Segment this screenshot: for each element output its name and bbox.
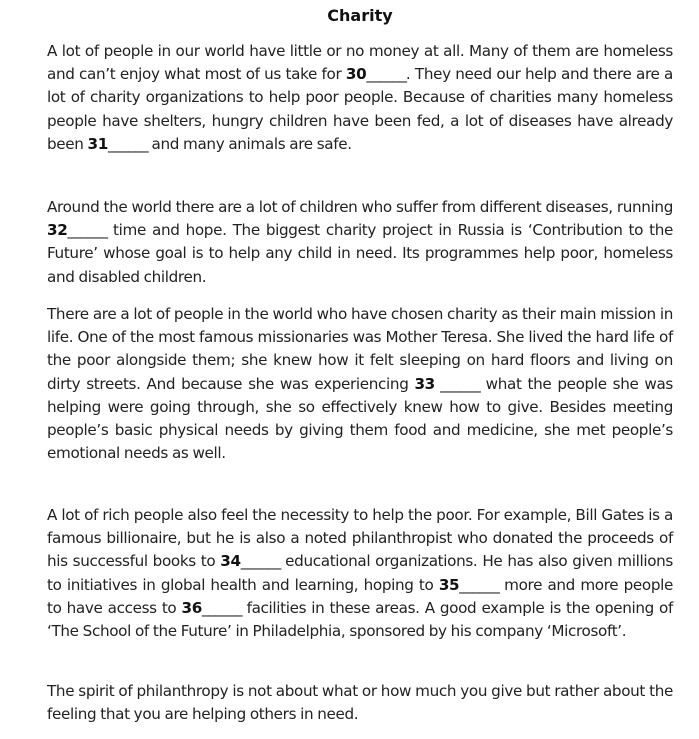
gap-blank-34	[220, 552, 280, 570]
gap-blank-33	[414, 375, 479, 393]
gap-number: 30	[345, 65, 367, 84]
paragraph-5	[47, 680, 673, 726]
gap-line: ______	[67, 221, 107, 240]
gap-line: ______	[366, 65, 406, 84]
paragraph-2	[47, 196, 673, 289]
gap-number: 32	[47, 221, 68, 240]
paragraph-text: A lot of rich people also feel the necessity to help the poor. For example, Bill Gates is a famous billionaire, but he is also a noted philanthropist who donated the proceeds of his successful books to	[47, 506, 673, 571]
gap-blank-30	[346, 65, 406, 83]
paragraph-3	[47, 303, 673, 465]
gap-number: 36	[181, 598, 202, 617]
gap-blank-36	[181, 599, 241, 617]
paragraph-text: Around the world there are a lot of children who suffer from different diseases, running	[47, 198, 673, 216]
gap-line: ______	[201, 598, 242, 617]
gap-number: 34	[220, 552, 241, 571]
gap-blank-35	[439, 576, 499, 594]
gap-blank-31	[88, 135, 148, 153]
gap-blank-32	[47, 221, 107, 239]
document-title: Charity	[327, 6, 393, 25]
gap-number: 33	[414, 374, 435, 393]
paragraph-4	[47, 504, 673, 643]
gap-number: 31	[87, 134, 108, 153]
paragraph-text: facilities in these areas. A good example is the opening of ‘The School of the Future’ in Philadelphia, sponsored by his company ‘Microsoft’.	[47, 598, 673, 641]
paragraph-text: . They need our help and there are a lot of charity organizations to help poor people. Because of charities many homeless people have shelters, hungry children have been fed, a lot of diseases have already been	[47, 65, 674, 153]
gap-number: 35	[438, 575, 460, 594]
paragraph-1	[47, 40, 673, 156]
gap-line: ______	[107, 134, 148, 153]
gap-line: ______	[434, 374, 480, 393]
paragraph-text: A lot of people in our world have little or no money at all. Many of them are homeless and can’t enjoy what most of us take for	[47, 42, 673, 84]
gap-line: ______	[459, 575, 499, 594]
paragraph-text: There are a lot of people in the world who have chosen charity as their main mission in life. One of the most famous missionaries was Mother Teresa. She lived the hard life of the poor alongside them; she knew how it felt sleeping on hard floors and living on dirty streets. And because she was experiencing	[47, 305, 673, 393]
paragraph-text: educational organizations. He has also given millions to initiatives in global health and learning, hoping to	[47, 552, 673, 594]
paragraph-text: more and more people to have access to	[47, 575, 673, 617]
paragraph-text: time and hope. The biggest charity project in Russia is ‘Contribution to the Future’ whose goal is to help any child in need. Its programmes help poor, homeless and disabled children.	[47, 221, 673, 286]
gap-line: ______	[240, 552, 281, 571]
paragraph-text: and many animals are safe.	[147, 134, 352, 153]
paragraph-text: The spirit of philanthropy is not about what or how much you give but rather about the feeling that you are helping others in need.	[47, 682, 673, 724]
paragraph-text: what the people she was helping were going through, she so effectively knew how to give. Besides meeting people’s basic physical needs by giving them food and medicine, she met people’s emotional needs as well.	[47, 374, 673, 463]
